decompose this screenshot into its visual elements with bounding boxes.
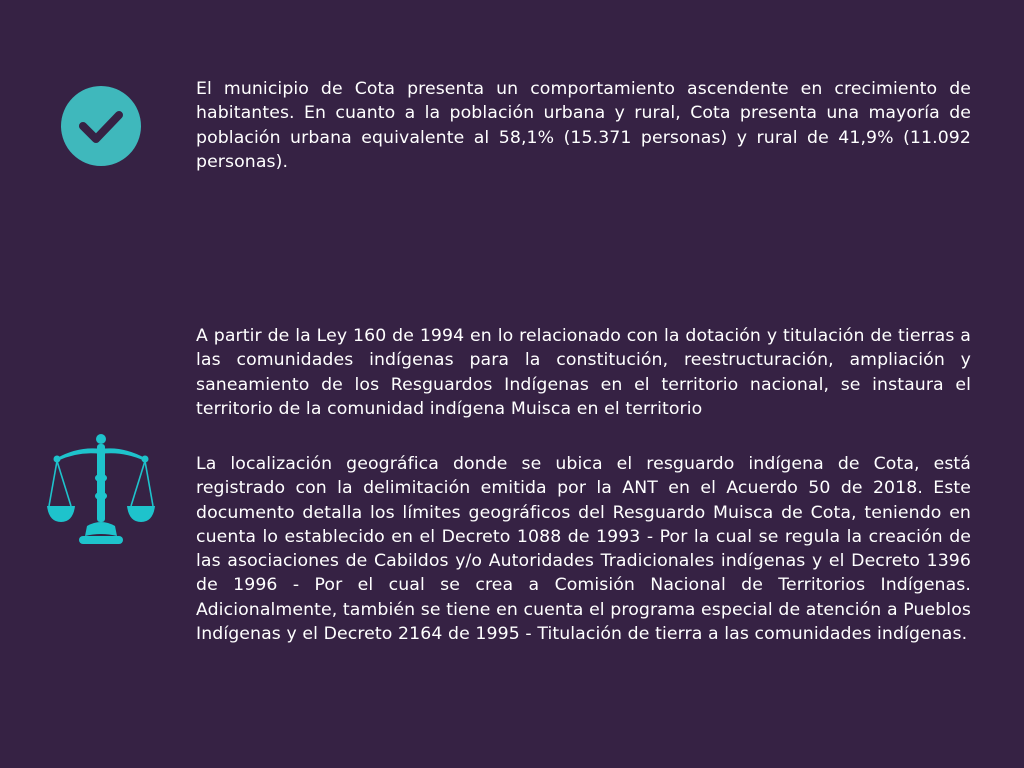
balance-scale-icon [47,432,155,546]
paragraph-location: La localización geográfica donde se ubica el resguardo indígena de Cota, está registrado con la delimitación emitida por la ANT en el Acuerdo 50 de 2018. Este documento detalla los límites geográficos del Resguardo Muisca de Cota, teniendo en cuenta lo establecido en el Decreto 1088 de 1993 - Por la cual se regula la creación de las asociaciones de Cabildos y/o Autoridades Tradicionales indígenas y el Decreto 1396 de 1996 - Por el cual se crea a Comisión Nacional de Territorios Indígenas. Adicionalmente, también se tiene en cuenta el programa especial de atención a Pueblos Indígenas y el Decreto 2164 de 1995 - Titulación de tierra a las comunidades indígenas. [196,454,971,645]
paragraph-population: El municipio de Cota presenta un comportamiento ascendente en crecimiento de habitantes. En cuanto a la población urbana y rural, Cota presenta una mayoría de población urbana equivalente al 58,1% (15.371 personas) y rural de 41,9% (11.092 personas). [196,79,971,172]
check-circle-icon [61,86,141,166]
paragraph-law-160: A partir de la Ley 160 de 1994 en lo relacionado con la dotación y titulación de tierras a las comunidades indígenas para la constitución, reestructuración, ampliación y saneamiento de los Resguardos Indígenas en el territorio nacional, se instaura el territorio de la comunidad indígena Muisca en el territorio [196,326,971,419]
